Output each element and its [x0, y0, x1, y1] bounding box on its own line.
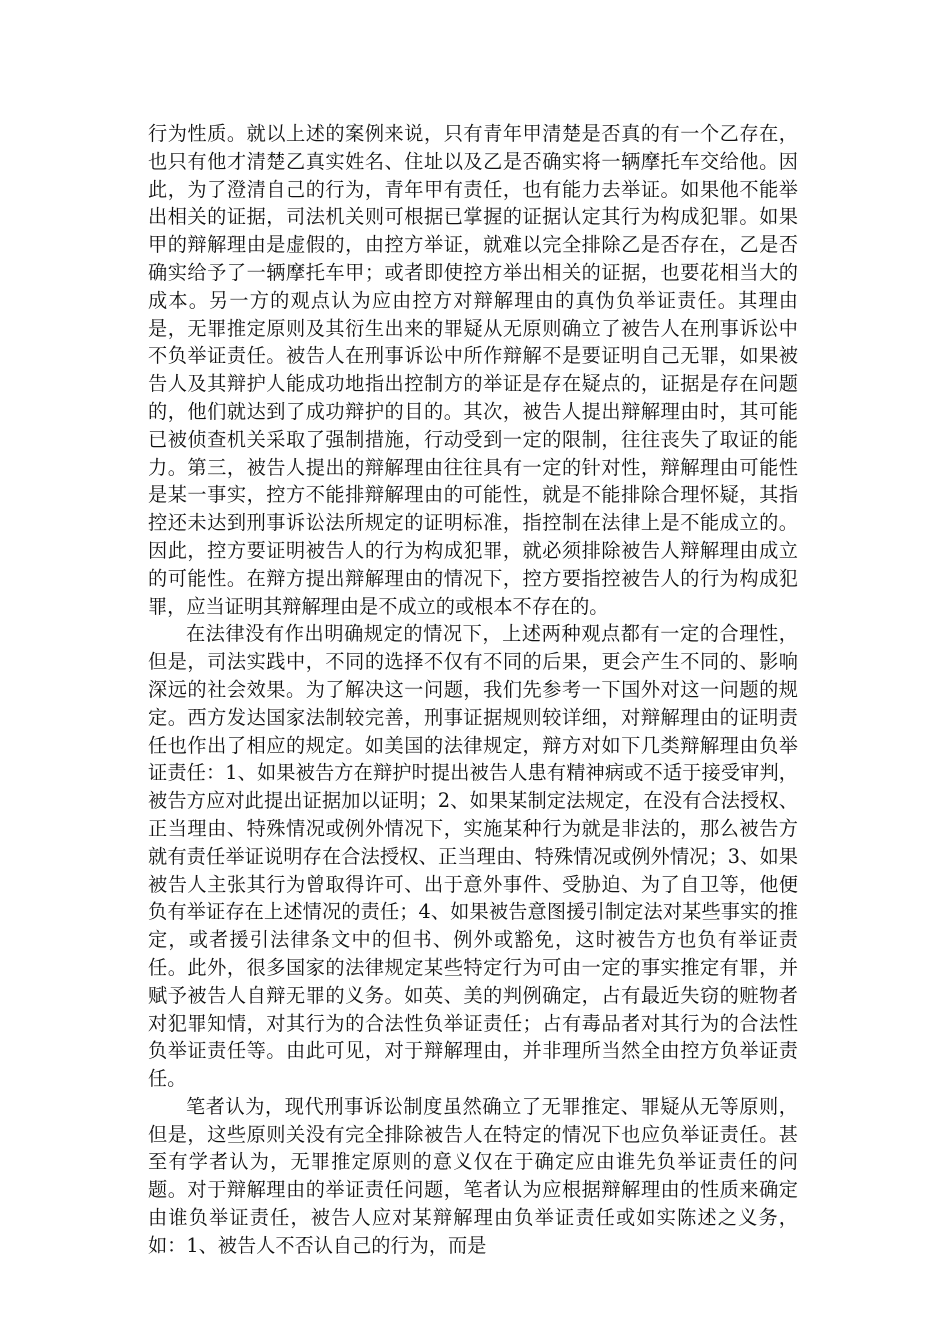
paragraph-continuation: 行为性质。就以上述的案例来说，只有青年甲清楚是否真的有一个乙存在，也只有他才清楚乙真实姓名、住址以及乙是否确实将一辆摩托车交给他。因此，为了澄清自己的行为，青年甲有责任，也有能力去举证。如果他不能举出相关的证据，司法机关则可根据已掌握的证据认定其行为构成犯罪。如果甲的辩解理由是虚假的，由控方举证，就难以完全排除乙是否存在，乙是否确实给予了一辆摩托车甲；或者即使控方举出相关的证据，也要花相当大的成本。另一方的观点认为应由控方对辩解理由的真伪负举证责任。其理由是，无罪推定原则及其衍生出来的罪疑从无原则确立了被告人在刑事诉讼中不负举证责任。被告人在刑事诉讼中所作辩解不是要证明自己无罪，如果被告人及其辩护人能成功地指出控制方的举证是存在疑点的，证据是存在问题的，他们就达到了成功辩护的目的。其次，被告人提出辩解理由时，其可能已被侦查机关采取了强制措施，行动受到一定的限制，往往丧失了取证的能力。第三，被告人提出的辩解理由往往具有一定的针对性，辩解理由可能性是某一事实，控方不能排辩解理由的可能性，就是不能排除合理怀疑，其指控还未达到刑事诉讼法所规定的证明标准，指控制在法律上是不能成立的。因此，控方要证明被告人的行为构成犯罪，就必须排除被告人辩解理由成立的可能性。在辩方提出辩解理由的情况下，控方要指控被告人的行为构成犯罪，应当证明其辩解理由是不成立的或根本不存在的。 [148, 122, 798, 618]
paragraph-foreign-law-comparison: 在法律没有作出明确规定的情况下，上述两种观点都有一定的合理性，但是，司法实践中，不同的选择不仅有不同的后果，更会产生不同的、影响深远的社会效果。为了解决这一问题，我们先参考一下国外对这一问题的规定。西方发达国家法制较完善，刑事证据规则较详细，对辩解理由的证明责任也作出了相应的规定。如美国的法律规定，辩方对如下几类辩解理由负举证责任：1、如果被告方在辩护时提出被告人患有精神病或不适于接受审判，被告方应对此提出证据加以证明；2、如果某制定法规定，在没有合法授权、正当理由、特殊情况或例外情况下，实施某种行为就是非法的，那么被告方就有责任举证说明存在合法授权、正当理由、特殊情况或例外情况；3、如果被告人主张其行为曾取得许可、出于意外事件、受胁迫、为了自卫等，他便负有举证存在上述情况的责任；4、如果被告意图援引制定法对某些事实的推定，或者援引法律条文中的但书、例外或豁免，这时被告方也负有举证责任。此外，很多国家的法律规定某些特定行为可由一定的事实推定有罪，并赋予被告人自辩无罪的义务。如英、美的判例确定，占有最近失窃的赃物者对犯罪知情，对其行为的合法性负举证责任；占有毒品者对其行为的合法性负举证责任等。由此可见，对于辩解理由，并非理所当然全由控方负举证责任。 [148, 622, 798, 1091]
paragraph-author-opinion: 笔者认为，现代刑事诉讼制度虽然确立了无罪推定、罪疑从无等原则，但是，这些原则关没有完全排除被告人在特定的情况下也应负举证责任。甚至有学者认为，无罪推定原则的意义仅在于确定应由谁先负举证责任的问题。对于辩解理由的举证责任问题，笔者认为应根据辩解理由的性质来确定由谁负举证责任，被告人应对某辩解理由负举证责任或如实陈述之义务，如：1、被告人不否认自己的行为，而是 [148, 1094, 798, 1257]
document-page [148, 120, 798, 1260]
